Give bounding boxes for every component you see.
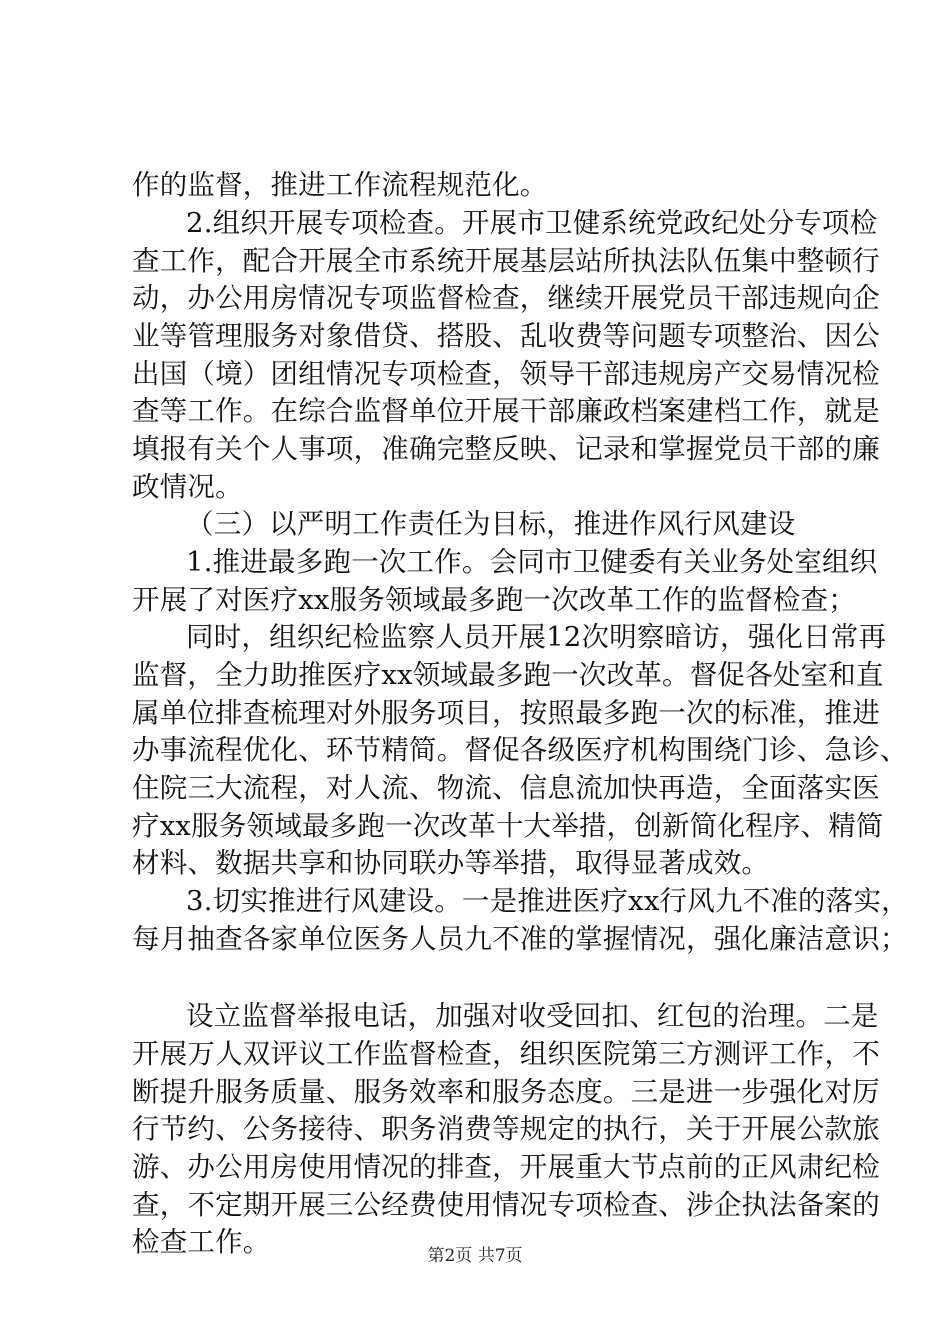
text-line: 住院三大流程，对人流、物流、信息流加快再造，全面落实医 <box>132 772 880 804</box>
text-line: 作的监督，推进工作流程规范化。 <box>132 169 548 201</box>
text-line: 开展了对医疗xx服务领域最多跑一次改革工作的监督检查； <box>132 584 856 616</box>
text-line: 设立监督举报电话，加强对收受回扣、红包的治理。二是 <box>186 1000 879 1032</box>
text-line: 出国（境）团组情况专项检查，领导干部违规房产交易情况检 <box>132 358 880 390</box>
text-line: 材料、数据共享和协同联办等举措，取得显著成效。 <box>132 847 770 879</box>
text-line: 每月抽查各家单位医务人员九不准的掌握情况，强化廉洁意识； <box>132 923 908 955</box>
text-line: 填报有关个人事项，准确完整反映、记录和掌握党员干部的廉 <box>132 433 880 465</box>
text-line: 业等管理服务对象借贷、搭股、乱收费等问题专项整治、因公 <box>132 320 880 352</box>
text-line: 查，不定期开展三公经费使用情况专项检查、涉企执法备案的 <box>132 1189 880 1221</box>
text-line: 开展万人双评议工作监督检查，组织医院第三方测评工作，不 <box>132 1038 880 1070</box>
text-line: 查等工作。在综合监督单位开展干部廉政档案建档工作，就是 <box>132 395 880 427</box>
text-line: 断提升服务质量、服务效率和服务态度。三是进一步强化对厉 <box>132 1076 880 1108</box>
text-line: 查工作，配合开展全市系统开展基层站所执法队伍集中整顿行 <box>132 245 880 277</box>
text-line: 检查工作。 <box>132 1226 271 1258</box>
text-line: 行节约、公务接待、职务消费等规定的执行，关于开展公款旅 <box>132 1113 880 1145</box>
text-line: 同时，组织纪检监察人员开展12次明察暗访，强化日常再 <box>186 621 887 653</box>
section-heading: （三）以严明工作责任为目标，推进作风行风建设 <box>186 508 796 540</box>
text-line: 3.切实推进行风建设。一是推进医疗xx行风九不准的落实， <box>186 885 909 917</box>
text-line: 1.推进最多跑一次工作。会同市卫健委有关业务处室组织 <box>186 546 878 578</box>
page-footer: 第2页 共7页 <box>427 1246 523 1266</box>
text-line: 监督，全力助推医疗xx领域最多跑一次改革。督促各处室和直 <box>132 659 884 691</box>
text-line: 疗xx服务领域最多跑一次改革十大举措，创新简化程序、精简 <box>132 810 884 842</box>
text-line: 动，办公用房情况专项监督检查，继续开展党员干部违规向企 <box>132 282 880 314</box>
text-line: 办事流程优化、环节精简。督促各级医疗机构围绕门诊、急诊、 <box>132 734 908 766</box>
text-line: 政情况。 <box>132 471 243 503</box>
text-line: 2.组织开展专项检查。开展市卫健系统党政纪处分专项检 <box>186 207 878 239</box>
text-line: 游、办公用房使用情况的排查，开展重大节点前的正风肃纪检 <box>132 1151 880 1183</box>
text-line: 属单位排查梳理对外服务项目，按照最多跑一次的标准，推进 <box>132 697 880 729</box>
